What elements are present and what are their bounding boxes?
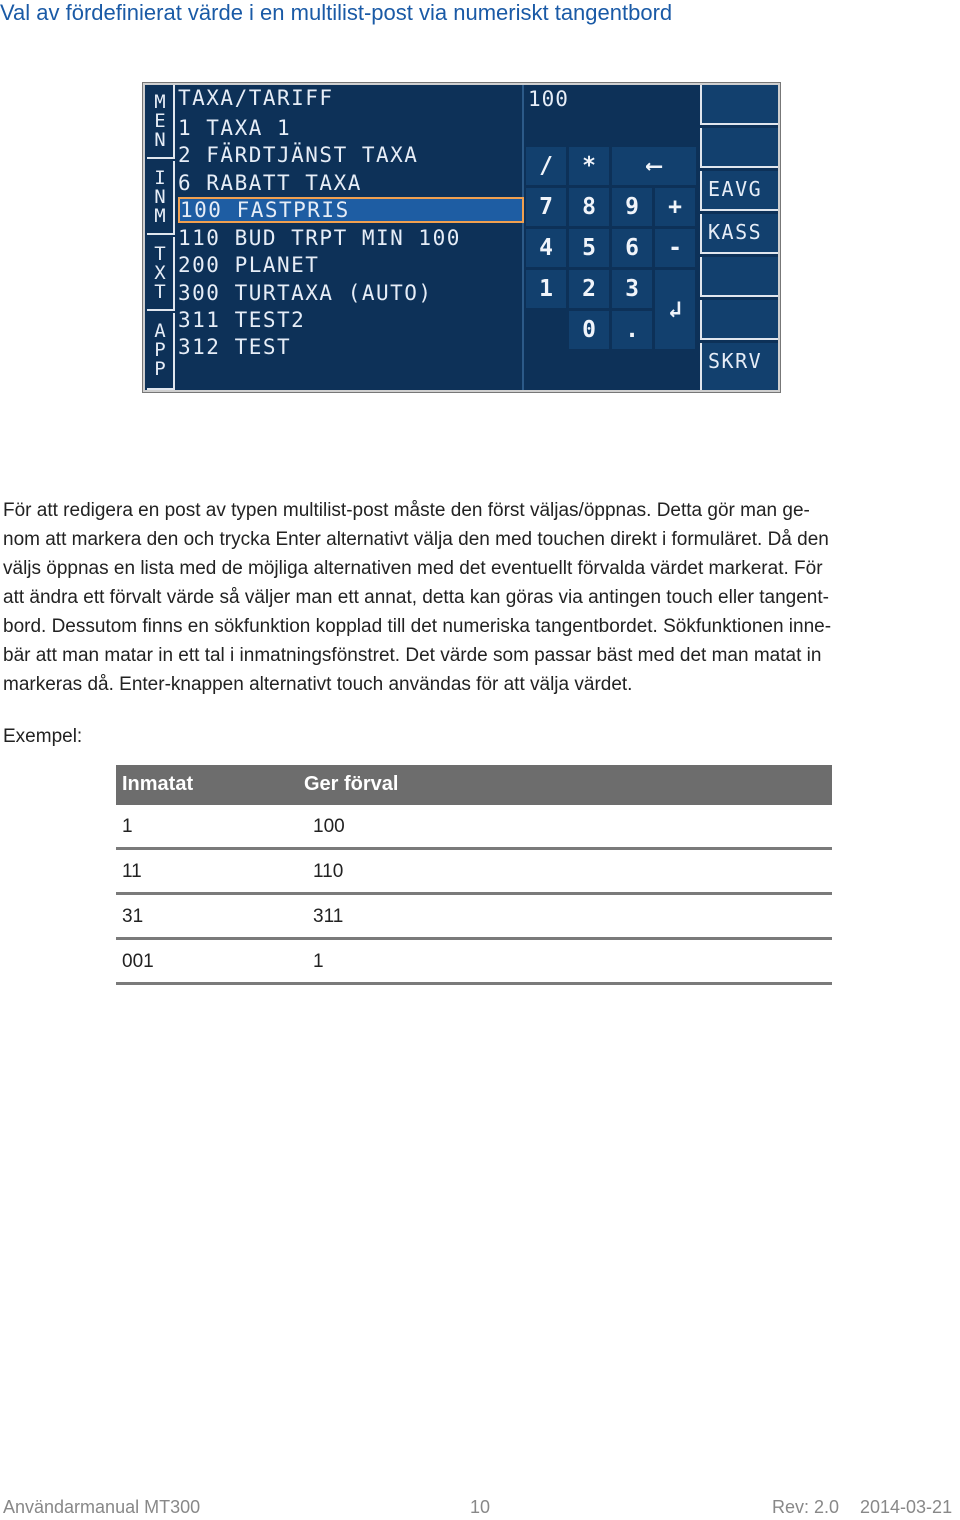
skrv-button[interactable]: SKRV: [700, 343, 778, 390]
key-plus[interactable]: +: [655, 188, 695, 226]
key-minus[interactable]: -: [655, 229, 695, 267]
tariff-list: [176, 85, 524, 390]
cell-result: 110: [313, 861, 344, 882]
footer-page-number: 10: [470, 1497, 491, 1517]
tab-men[interactable]: [147, 85, 175, 159]
key-9[interactable]: 9: [612, 188, 652, 226]
key-8[interactable]: 8: [569, 188, 609, 226]
footer-manual-title: Användarmanual MT300: [3, 1497, 201, 1517]
list-title: TAXA/TARIFF: [178, 86, 334, 110]
cell-input: 001: [122, 951, 154, 972]
table-row: [116, 895, 832, 940]
paragraph-line: nom att markera den och trycka Enter alternativt välja den med touchen direkt i formuläret. Då den: [3, 529, 829, 550]
table-row: [116, 850, 832, 895]
list-item[interactable]: 311 TEST2: [178, 308, 306, 332]
example-label: Exempel:: [3, 726, 83, 747]
paragraph-line: bord. Dessutom finns en sökfunktion kopplad till det numeriska tangentbordet. Sökfunktionen inne-: [3, 616, 832, 637]
list-item[interactable]: 110 BUD TRPT MIN 100: [178, 226, 461, 250]
tab-letter: M: [154, 90, 166, 113]
tab-letter: X: [154, 261, 166, 284]
key-dot[interactable]: .: [612, 311, 652, 349]
tab-letter: P: [154, 358, 166, 380]
key-2[interactable]: 2: [569, 270, 609, 308]
description-paragraph: [3, 496, 959, 699]
footer-date: 2014-03-21: [860, 1497, 953, 1517]
list-item[interactable]: 300 TURTAXA (AUTO): [178, 281, 433, 305]
tab-letter: T: [154, 280, 166, 303]
tab-txt[interactable]: [147, 237, 175, 311]
tab-inm[interactable]: [147, 161, 175, 235]
key-1[interactable]: 1: [526, 270, 566, 308]
cell-result: 1: [313, 951, 324, 972]
backspace-icon[interactable]: ⟵: [612, 147, 696, 185]
paragraph-line: väljs öppnas en lista med de möjliga alternativen med det eventuellt förvalda värdet markerat. För: [3, 558, 823, 579]
key-multiply[interactable]: *: [569, 147, 609, 185]
key-divide[interactable]: /: [526, 147, 566, 185]
list-item[interactable]: 312 TEST: [178, 335, 292, 359]
enter-icon[interactable]: ↲: [655, 270, 695, 349]
side-tabs: [147, 85, 175, 390]
paragraph-line: För att redigera en post av typen multilist-post måste den först väljas/öppnas. Detta gör man ge-: [3, 500, 810, 521]
tab-letter: A: [154, 320, 166, 342]
paragraph-line: bär att man matar in ett tal i inmatningsfönstret. Det värde som passar bäst med det man matat in: [3, 645, 822, 666]
terminal-screenshot: [142, 82, 781, 393]
function-key-6[interactable]: [700, 300, 778, 340]
paragraph-line: att ändra ett förvalt värde så väljer man ett annat, detta kan göras via antingen touch eller tangent-: [3, 587, 829, 608]
header-ger-forval: Ger förval: [304, 773, 399, 795]
footer-revision: Rev: 2.0: [772, 1497, 840, 1517]
tab-letter: E: [154, 109, 166, 132]
kass-button[interactable]: KASS: [700, 214, 778, 254]
key-3[interactable]: 3: [612, 270, 652, 308]
tab-app[interactable]: [147, 313, 175, 390]
tab-letter: P: [154, 339, 166, 361]
paragraph-line: markeras då. Enter-knappen alternativt touch användas för att välja värdet.: [3, 674, 633, 695]
eavg-button[interactable]: EAVG: [700, 171, 778, 211]
tab-letter: M: [154, 204, 166, 227]
function-key-5[interactable]: [700, 257, 778, 297]
cell-input: 11: [122, 861, 142, 882]
function-keys: [700, 85, 778, 390]
cell-result: 100: [313, 816, 345, 837]
tab-letter: I: [154, 166, 166, 189]
cell-result: 311: [313, 906, 344, 927]
function-key-2[interactable]: [700, 128, 778, 168]
list-item[interactable]: 1 TAXA 1: [178, 116, 292, 140]
key-7[interactable]: 7: [526, 188, 566, 226]
table-header: [116, 765, 832, 805]
list-item-selected[interactable]: 100 FASTPRIS: [178, 197, 524, 223]
header-inmatat: Inmatat: [122, 773, 194, 795]
key-5[interactable]: 5: [569, 229, 609, 267]
key-6[interactable]: 6: [612, 229, 652, 267]
list-item[interactable]: 6 RABATT TAXA: [178, 171, 362, 195]
input-window[interactable]: 100: [528, 87, 569, 111]
list-item[interactable]: 200 PLANET: [178, 253, 320, 277]
cell-input: 31: [122, 906, 144, 927]
terminal-screen: [145, 85, 778, 390]
page-heading: Val av fördefinierat värde i en multilist-post via numeriskt tangentbord: [0, 0, 673, 25]
example-table: [116, 765, 832, 985]
key-0[interactable]: 0: [569, 311, 609, 349]
function-key-1[interactable]: [700, 85, 778, 125]
tab-letter: N: [154, 185, 166, 208]
tab-letter: T: [154, 242, 166, 265]
cell-input: 1: [122, 816, 133, 837]
tab-letter: N: [154, 128, 166, 151]
table-row: [116, 805, 832, 850]
key-4[interactable]: 4: [526, 229, 566, 267]
list-item[interactable]: 2 FÄRDTJÄNST TAXA: [178, 143, 419, 167]
table-row: [116, 940, 832, 985]
